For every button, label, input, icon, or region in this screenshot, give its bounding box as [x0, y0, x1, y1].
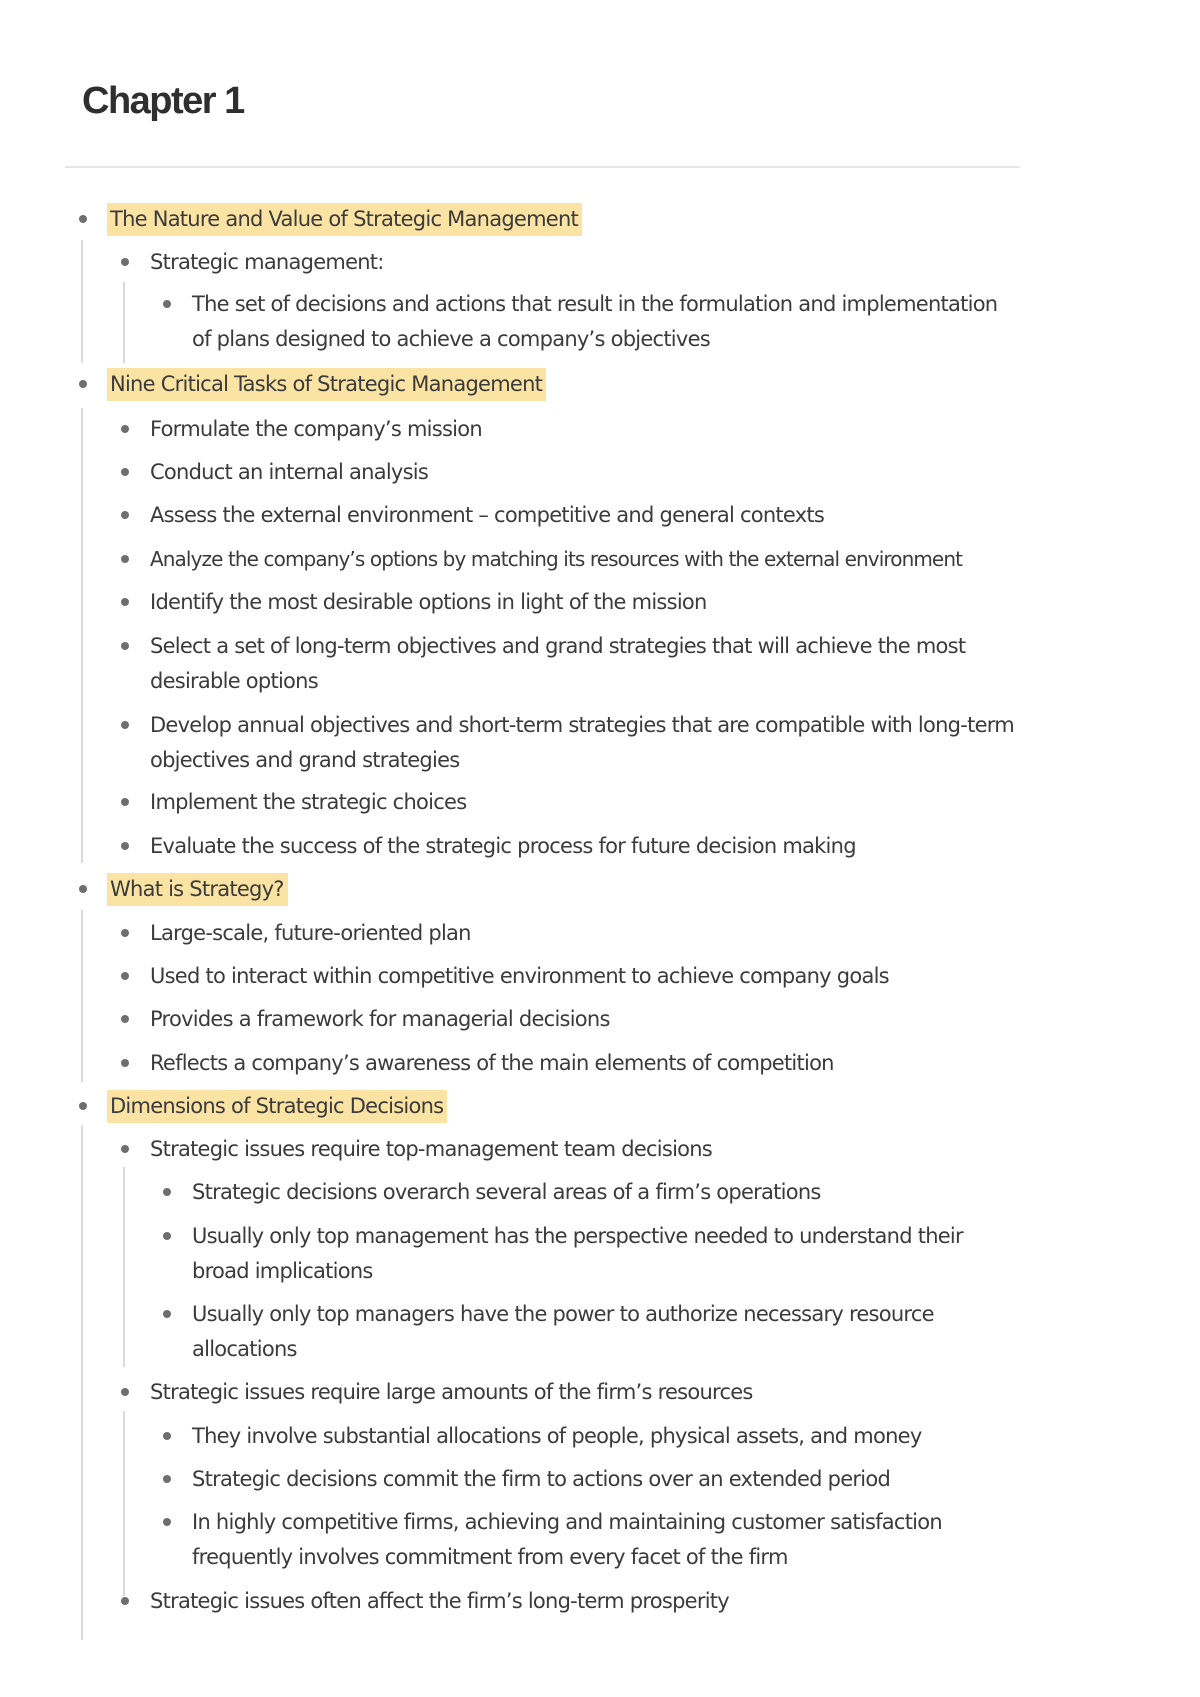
- list-item: Usually only top managers have the power to authorize necessary resource allocations: [192, 1302, 934, 1361]
- highlighted-heading: The Nature and Value of Strategic Management: [107, 203, 582, 236]
- list-item: Reflects a company’s awareness of the main elements of competition: [150, 1051, 834, 1075]
- list-item: Assess the external environment – competitive and general contexts: [150, 503, 825, 527]
- bullet-icon: [79, 885, 87, 893]
- bullet-icon: [79, 380, 87, 388]
- bullet-icon: [121, 1145, 129, 1153]
- list-item: Strategic decisions commit the firm to actions over an extended period: [192, 1467, 891, 1491]
- list-item: Identify the most desirable options in light of the mission: [150, 590, 707, 614]
- outline-rail: [123, 282, 125, 363]
- outline-rail: [123, 1411, 125, 1596]
- list-item: Provides a framework for managerial decisions: [150, 1007, 610, 1031]
- bullet-icon: [121, 598, 129, 606]
- list-item: Analyze the company’s options by matching its resources with the external environment: [150, 547, 963, 571]
- outline-rail: [81, 408, 83, 863]
- section-heading: [107, 367, 546, 402]
- divider: [65, 166, 1020, 168]
- bullet-icon: [163, 1432, 171, 1440]
- list-item: Strategic decisions overarch several areas of a firm’s operations: [192, 1180, 821, 1204]
- list-item: The set of decisions and actions that result in the formulation and implementation of plans designed to achieve a company’s objectives: [192, 292, 998, 351]
- outline-rail: [81, 240, 83, 363]
- list-item: Strategic management:: [150, 250, 384, 274]
- bullet-icon: [121, 468, 129, 476]
- highlighted-heading: Nine Critical Tasks of Strategic Management: [107, 368, 546, 401]
- bullet-icon: [121, 798, 129, 806]
- list-item: In highly competitive firms, achieving and maintaining customer satisfaction frequently involves commitment from every facet of the firm: [192, 1510, 942, 1569]
- highlighted-heading: What is Strategy?: [107, 873, 288, 906]
- bullet-icon: [121, 1597, 129, 1605]
- list-item: Formulate the company’s mission: [150, 417, 482, 441]
- bullet-icon: [121, 555, 129, 563]
- bullet-icon: [163, 300, 171, 308]
- bullet-icon: [79, 1102, 87, 1110]
- bullet-icon: [163, 1518, 171, 1526]
- list-item: Large-scale, future-oriented plan: [150, 921, 471, 945]
- bullet-icon: [121, 972, 129, 980]
- outline-rail: [81, 1125, 83, 1640]
- bullet-icon: [163, 1475, 171, 1483]
- list-item: Develop annual objectives and short-term strategies that are compatible with long-term objectives and grand strategies: [150, 713, 1014, 772]
- bullet-icon: [121, 1388, 129, 1396]
- bullet-icon: [121, 425, 129, 433]
- list-item: Select a set of long-term objectives and grand strategies that will achieve the most desirable options: [150, 634, 966, 693]
- list-item: Strategic issues require large amounts of the firm’s resources: [150, 1380, 753, 1404]
- list-item: Used to interact within competitive environment to achieve company goals: [150, 964, 889, 988]
- outline-rail: [81, 910, 83, 1082]
- section-heading: [107, 202, 582, 237]
- list-item: They involve substantial allocations of people, physical assets, and money: [192, 1424, 922, 1448]
- section-heading: [107, 872, 288, 907]
- list-item: Evaluate the success of the strategic process for future decision making: [150, 834, 856, 858]
- bullet-icon: [121, 1059, 129, 1067]
- bullet-icon: [121, 1015, 129, 1023]
- section-heading: [107, 1089, 447, 1124]
- bullet-icon: [163, 1310, 171, 1318]
- bullet-icon: [121, 642, 129, 650]
- bullet-icon: [121, 842, 129, 850]
- list-item: Usually only top management has the perspective needed to understand their broad implications: [192, 1224, 963, 1283]
- bullet-icon: [121, 258, 129, 266]
- list-item: Conduct an internal analysis: [150, 460, 429, 484]
- list-item: Strategic issues often affect the firm’s long-term prosperity: [150, 1589, 729, 1613]
- bullet-icon: [121, 721, 129, 729]
- bullet-icon: [121, 511, 129, 519]
- bullet-icon: [121, 929, 129, 937]
- bullet-icon: [79, 215, 87, 223]
- outline-rail: [123, 1167, 125, 1367]
- bullet-icon: [163, 1188, 171, 1196]
- highlighted-heading: Dimensions of Strategic Decisions: [107, 1090, 447, 1123]
- bullet-icon: [163, 1232, 171, 1240]
- list-item: Implement the strategic choices: [150, 790, 467, 814]
- list-item: Strategic issues require top-management team decisions: [150, 1137, 712, 1161]
- page-title: Chapter 1: [82, 80, 244, 122]
